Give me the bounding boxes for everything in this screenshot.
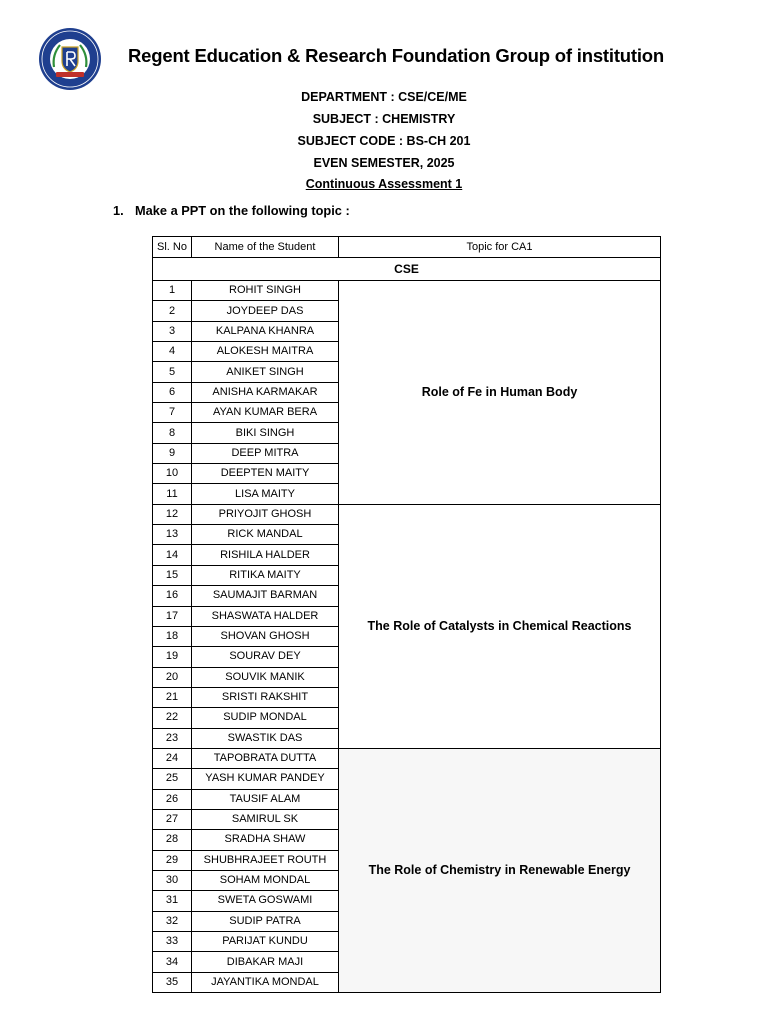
serial-number: 20 xyxy=(153,667,192,687)
table-row xyxy=(153,504,661,524)
serial-number: 16 xyxy=(153,586,192,606)
serial-number: 29 xyxy=(153,850,192,870)
serial-number: 19 xyxy=(153,647,192,667)
serial-number: 34 xyxy=(153,952,192,972)
student-name: LISA MAITY xyxy=(192,484,339,504)
serial-number: 3 xyxy=(153,321,192,341)
student-name: SWETA GOSWAMI xyxy=(192,891,339,911)
student-name: RICK MANDAL xyxy=(192,525,339,545)
serial-number: 17 xyxy=(153,606,192,626)
student-name: JOYDEEP DAS xyxy=(192,301,339,321)
student-name: SHOVAN GHOSH xyxy=(192,626,339,646)
serial-number: 14 xyxy=(153,545,192,565)
student-name: SRISTI RAKSHIT xyxy=(192,687,339,707)
serial-number: 7 xyxy=(153,403,192,423)
column-header: Topic for CA1 xyxy=(339,237,661,258)
serial-number: 22 xyxy=(153,708,192,728)
student-name: KALPANA KHANRA xyxy=(192,321,339,341)
serial-number: 23 xyxy=(153,728,192,748)
section-label: CSE xyxy=(153,258,661,281)
student-name: SOURAV DEY xyxy=(192,647,339,667)
institution-name: Regent Education & Research Foundation Group of institution xyxy=(128,45,665,66)
column-header: Name of the Student xyxy=(192,237,339,258)
task-text: Make a PPT on the following topic : xyxy=(135,203,350,218)
serial-number: 31 xyxy=(153,891,192,911)
serial-number: 13 xyxy=(153,525,192,545)
serial-number: 5 xyxy=(153,362,192,382)
student-topic-table xyxy=(152,236,661,993)
student-name: BIKI SINGH xyxy=(192,423,339,443)
serial-number: 26 xyxy=(153,789,192,809)
assessment-title: Continuous Assessment 1 xyxy=(305,177,463,191)
student-name: SUDIP PATRA xyxy=(192,911,339,931)
student-name: SHUBHRAJEET ROUTH xyxy=(192,850,339,870)
subject-code-line: SUBJECT CODE : BS-CH 201 xyxy=(297,134,471,148)
student-name: SOHAM MONDAL xyxy=(192,870,339,890)
serial-number: 35 xyxy=(153,972,192,992)
serial-number: 11 xyxy=(153,484,192,504)
serial-number: 21 xyxy=(153,687,192,707)
serial-number: 6 xyxy=(153,382,192,402)
serial-number: 9 xyxy=(153,443,192,463)
table-body xyxy=(153,258,661,993)
student-name: SRADHA SHAW xyxy=(192,830,339,850)
student-name: PRIYOJIT GHOSH xyxy=(192,504,339,524)
serial-number: 15 xyxy=(153,565,192,585)
serial-number: 18 xyxy=(153,626,192,646)
institution-logo xyxy=(38,27,102,91)
serial-number: 8 xyxy=(153,423,192,443)
task-instruction xyxy=(113,203,350,218)
student-name: ANISHA KARMAKAR xyxy=(192,382,339,402)
student-name: ROHIT SINGH xyxy=(192,281,339,301)
topic-cell: Role of Fe in Human Body xyxy=(339,281,661,505)
section-row xyxy=(153,258,661,281)
topic-cell: The Role of Chemistry in Renewable Energy xyxy=(339,748,661,992)
table-row xyxy=(153,748,661,768)
student-name: SUDIP MONDAL xyxy=(192,708,339,728)
student-name: SAUMAJIT BARMAN xyxy=(192,586,339,606)
student-name: DEEPTEN MAITY xyxy=(192,464,339,484)
student-name: SHASWATA HALDER xyxy=(192,606,339,626)
serial-number: 32 xyxy=(153,911,192,931)
task-number: 1. xyxy=(113,203,124,218)
student-name: AYAN KUMAR BERA xyxy=(192,403,339,423)
serial-number: 1 xyxy=(153,281,192,301)
serial-number: 25 xyxy=(153,769,192,789)
student-name: SOUVIK MANIK xyxy=(192,667,339,687)
serial-number: 30 xyxy=(153,870,192,890)
semester-line: EVEN SEMESTER, 2025 xyxy=(313,156,455,170)
table-row xyxy=(153,281,661,301)
student-name: RISHILA HALDER xyxy=(192,545,339,565)
serial-number: 27 xyxy=(153,809,192,829)
serial-number: 24 xyxy=(153,748,192,768)
serial-number: 28 xyxy=(153,830,192,850)
subject-line: SUBJECT : CHEMISTRY xyxy=(312,112,456,126)
student-name: DEEP MITRA xyxy=(192,443,339,463)
student-name: PARIJAT KUNDU xyxy=(192,932,339,952)
student-name: ALOKESH MAITRA xyxy=(192,342,339,362)
student-name: DIBAKAR MAJI xyxy=(192,952,339,972)
student-name: SAMIRUL SK xyxy=(192,809,339,829)
student-name: JAYANTIKA MONDAL xyxy=(192,972,339,992)
serial-number: 33 xyxy=(153,932,192,952)
student-name: TAPOBRATA DUTTA xyxy=(192,748,339,768)
student-name: SWASTIK DAS xyxy=(192,728,339,748)
table-header-row xyxy=(153,237,661,258)
serial-number: 4 xyxy=(153,342,192,362)
student-name: TAUSIF ALAM xyxy=(192,789,339,809)
column-header: Sl. No xyxy=(153,237,192,258)
department-line: DEPARTMENT : CSE/CE/ME xyxy=(301,90,467,104)
student-name: RITIKA MAITY xyxy=(192,565,339,585)
student-name: ANIKET SINGH xyxy=(192,362,339,382)
serial-number: 10 xyxy=(153,464,192,484)
topic-cell: The Role of Catalysts in Chemical Reactions xyxy=(339,504,661,748)
serial-number: 2 xyxy=(153,301,192,321)
serial-number: 12 xyxy=(153,504,192,524)
student-name: YASH KUMAR PANDEY xyxy=(192,769,339,789)
